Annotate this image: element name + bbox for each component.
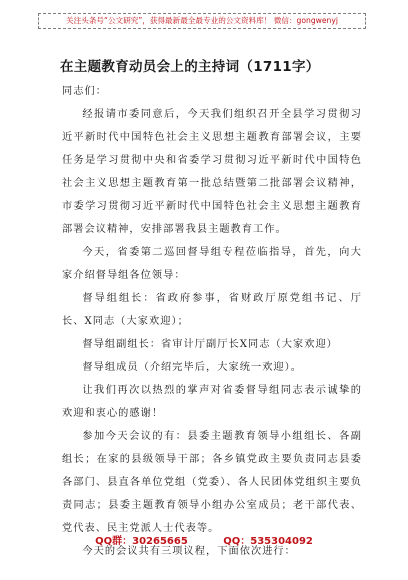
salutation: 同志们：	[62, 86, 107, 97]
paragraph: 督导组副组长：省审计厅副厅长X同志（大家欢迎）	[82, 339, 338, 350]
document-body	[62, 80, 362, 563]
document-title: 在主题教育动员会上的主持词（1711字）	[60, 59, 320, 75]
paragraph: 参加今天会议的有：县委主题教育领导小组组长、各副组长；在家的县级领导干部；各乡镇党政主要负责同志县委各部门、县直各单位党组（党委）、各人民团体党组织主要负责同志；县委主题教育领导小组办公室成员；老干部代表、党代表、民主党派人士代表等。	[62, 431, 362, 534]
paragraph: 让我们再次以热烈的掌声对省委督导组同志表示诚挚的欢迎和衷心的感谢！	[62, 385, 362, 419]
qq-number: QQ：535304092	[223, 536, 313, 547]
paragraph: 今天，省委第二巡回督导组专程莅临指导，首先，向大家介绍督导组各位领导：	[62, 247, 362, 281]
qq-group-number: QQ群：30265665	[95, 536, 188, 547]
paragraph: 督导组成员（介绍完毕后，大家统一欢迎）。	[82, 362, 303, 373]
paragraph: 督导组组长：省政府参事，省财政厅原党组书记、厅长、X同志（大家欢迎）；	[62, 293, 362, 327]
paragraph: 经报请市委同意后，今天我们组织召开全县学习贯彻习近平新时代中国特色社会主义思想主题教育部署会议，主要任务是学习贯彻中央和省委学习贯彻习近平新时代中国特色社会主义思想主题教育第一批总结暨第二批部署会议精神，市委学习贯彻习近平新时代中国特色社会主义思想主题教育部署会议精神，安排部署我县主题教育工作。	[62, 109, 362, 235]
footer-contacts	[0, 532, 408, 547]
top-banner: 关注头条号“公文研究”，获得最新最全最专业的公文资料库！ 微信：gongwenyj	[38, 13, 366, 29]
paragraph: 今天的会议共有三项议程，下面依次进行：	[82, 546, 296, 557]
